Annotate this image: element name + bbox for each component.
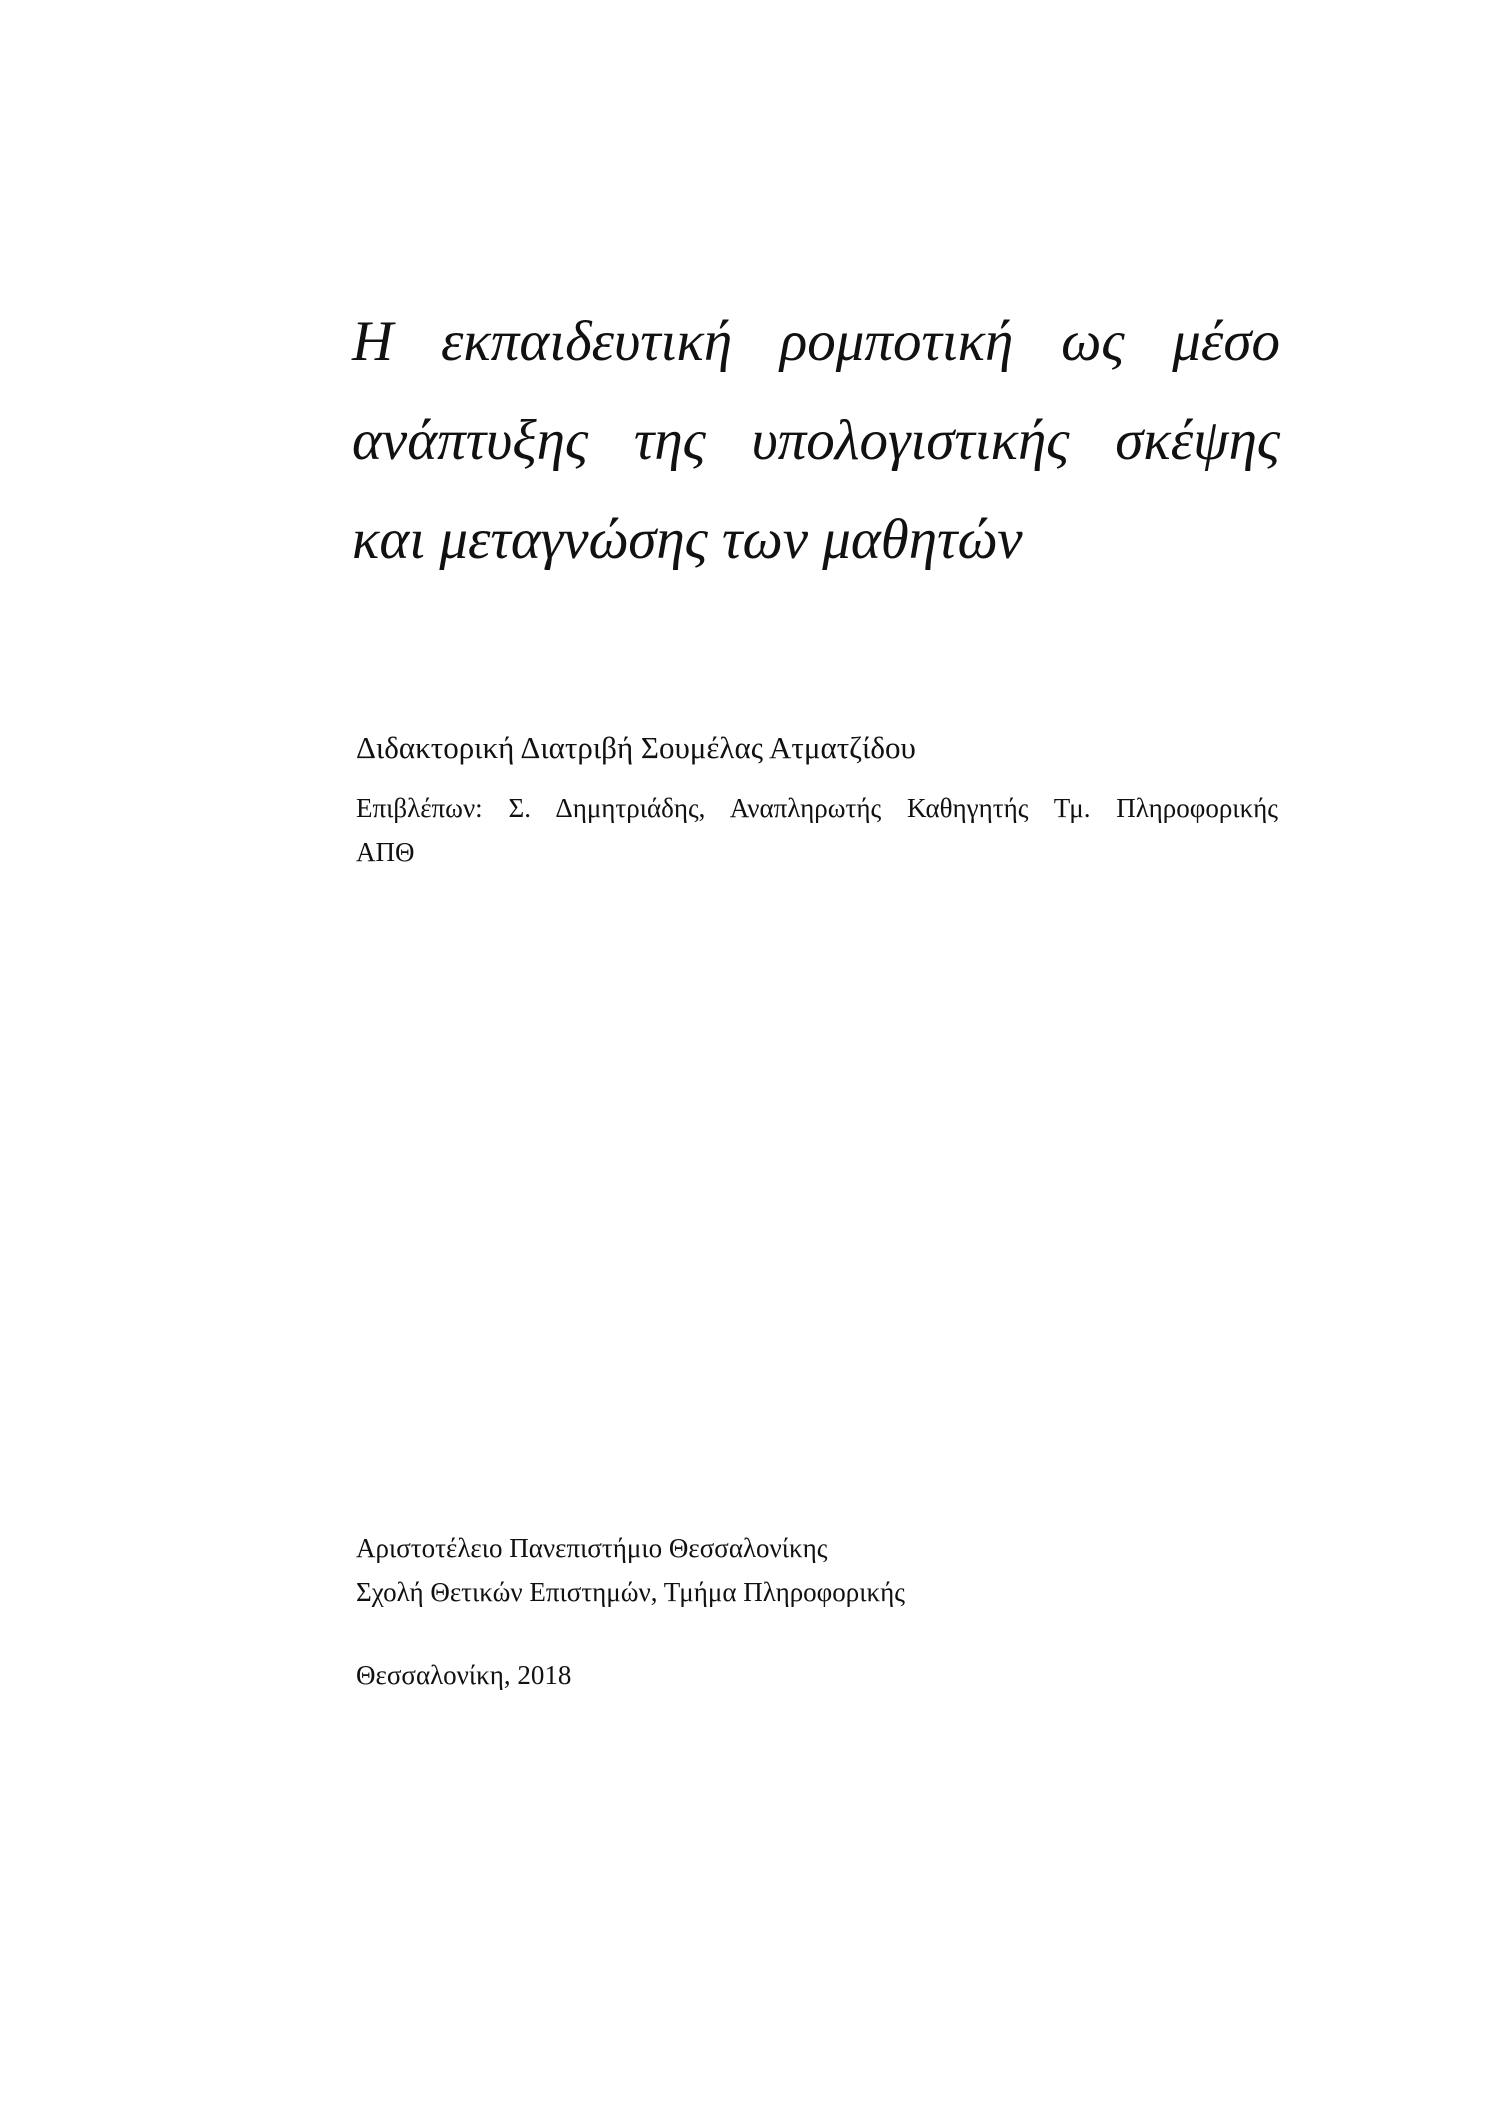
title-line-2: ανάπτυξης της υπολογιστικής σκέψης xyxy=(352,409,1280,472)
school-name: Σχολή Θετικών Επιστημών, Τμήμα Πληροφορικής xyxy=(356,1577,905,1607)
supervisor-line-1: Επιβλέπων: Σ. Δημητριάδης, Αναπληρωτής Καθηγητής Τμ. Πληροφορικής xyxy=(356,793,1278,823)
university-name: Αριστοτέλειο Πανεπιστήμιο Θεσσαλονίκης xyxy=(356,1533,828,1563)
supervisor-info xyxy=(356,786,1278,874)
title-line-1: Η εκπαιδευτική ρομποτική ως μέσο xyxy=(352,310,1280,373)
thesis-subtitle: Διδακτορική Διατριβή Σουμέλας Ατματζίδου xyxy=(356,730,916,765)
institution-block xyxy=(356,1526,905,1614)
place-and-date: Θεσσαλονίκη, 2018 xyxy=(356,1660,572,1690)
thesis-title xyxy=(352,292,1280,589)
supervisor-line-2: ΑΠΘ xyxy=(356,837,415,867)
title-line-3: και μεταγνώσης των μαθητών xyxy=(352,508,1023,571)
